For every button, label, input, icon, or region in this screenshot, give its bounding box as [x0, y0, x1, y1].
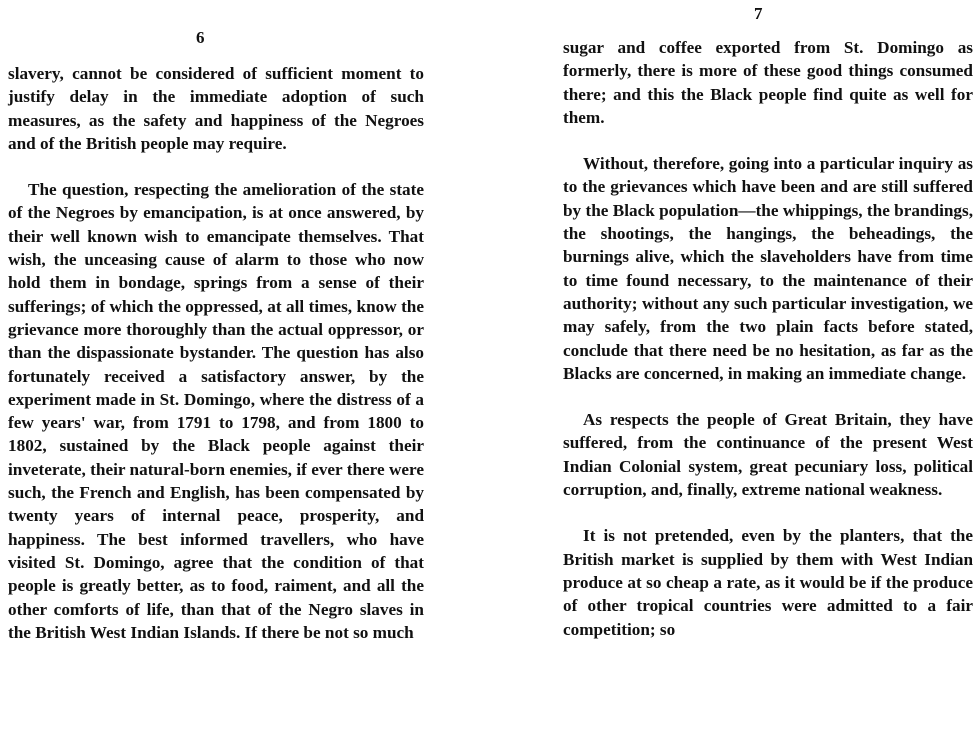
left-page-number: 6: [196, 28, 205, 47]
right-page: [555, 0, 975, 738]
right-paragraph-3: As respects the people of Great Britain, they have suffered, from the continuance of the present West Indian Colonial system, great pecuniary loss, political corruption, and, finally, extreme national weakness.: [563, 410, 973, 500]
right-paragraph-2: Without, therefore, going into a particular inquiry as to the grievances which have been and are still suffered by the Black population—the whippings, the brandings, the shootings, the hangings, the beheadings, the burnings alive, which the slaveholders have from time to time found necessary, to the maintenance of their authority; without any such particular investigation, we may safely, from the two plain facts before stated, conclude that there need be no hesitation, as far as the Blacks are concerned, in making an immediate change.: [563, 154, 973, 383]
page-gutter: [474, 0, 475, 738]
right-paragraph-4: It is not pretended, even by the planters, that the British market is supplied by them with West Indian produce at so cheap a rate, as it would be if the produce of other tropical countries were admitted to a fair competition; so: [563, 526, 973, 639]
right-page-number: 7: [754, 4, 763, 23]
right-page-text: [563, 36, 973, 641]
left-paragraph-2: The question, respecting the amelioration of the state of the Negroes by emancipation, is at once answered, by their well known wish to emancipate themselves. That wish, the unceasing cause of alarm to those who now hold them in bondage, springs from a sense of their sufferings; of which the oppressed, at all times, know the grievance more thoroughly than the actual oppressor, or than the dispassionate bystander. The question has also fortunately received a satisfactory answer, by the experiment made in St. Domingo, where the distress of a few years' war, from 1791 to 1798, and from 1800 to 1802, sustained by the Black people against their inveterate, their natural-born enemies, if ever there were such, the French and English, has been compensated by twenty years of internal peace, prosperity, and happiness. The best informed travellers, who have visited St. Domingo, agree that the condition of that people is greatly better, as to food, raiment, and all the other comforts of life, than that of the Negro slaves in the British West Indian Islands. If there be not so much: [8, 180, 424, 642]
left-page: [0, 0, 440, 738]
right-paragraph-1: sugar and coffee exported from St. Domingo as formerly, there is more of these good things consumed there; and this the Black people find quite as well for them.: [563, 38, 973, 127]
left-page-text: [8, 62, 424, 644]
left-paragraph-1: slavery, cannot be considered of sufficient moment to justify delay in the immediate adoption of such measures, as the safety and happiness of the Negroes and of the British people may require.: [8, 64, 424, 153]
